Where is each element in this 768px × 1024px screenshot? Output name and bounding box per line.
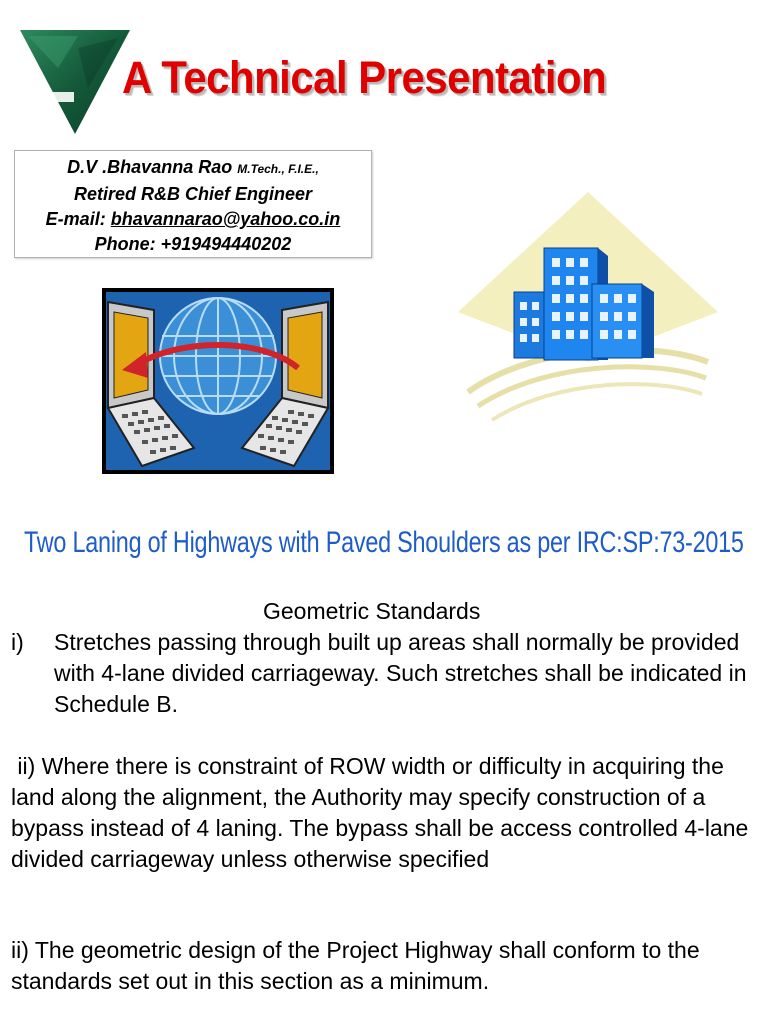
list-item-number: i) (11, 629, 24, 655)
list-item: ii) The geometric design of the Project Highway shall conform to the standards set out in this section as a minimum. (11, 937, 700, 994)
computer-network-icon (102, 288, 334, 474)
author-name-line (15, 155, 371, 182)
list-item: ii) Where there is constraint of ROW width or difficulty in acquiring the land along the alignment, the Authority may specify construction of a bypass instead of 4 laning. The bypass shall be access controlled 4-lane divided carriageway unless otherwise specified (11, 753, 755, 872)
author-email-line (15, 207, 371, 232)
office-building-icon (458, 192, 718, 432)
page-title: A Technical Presentation (122, 52, 607, 103)
email-label: E-mail: (45, 209, 106, 229)
email-link[interactable]: bhavannarao@yahoo.co.in (110, 209, 341, 229)
author-credentials: M.Tech., F.I.E., (237, 162, 319, 176)
slide-subtitle: Two Laning of Highways with Paved Shoulders as per IRC:SP:73-2015 (24, 526, 744, 559)
list-item: Stretches passing through built up areas shall normally be provided with 4-lane divided carriageway. Such stretches shall be indicated in Schedule B. (54, 629, 747, 717)
green-triangle-logo-icon (18, 28, 133, 136)
author-phone: Phone: +919494440202 (94, 234, 292, 254)
section-heading: Geometric Standards (263, 598, 481, 624)
author-name: D.V .Bhavanna Rao (67, 157, 233, 177)
author-position: Retired R&B Chief Engineer (73, 184, 313, 204)
author-info-box (14, 150, 372, 258)
